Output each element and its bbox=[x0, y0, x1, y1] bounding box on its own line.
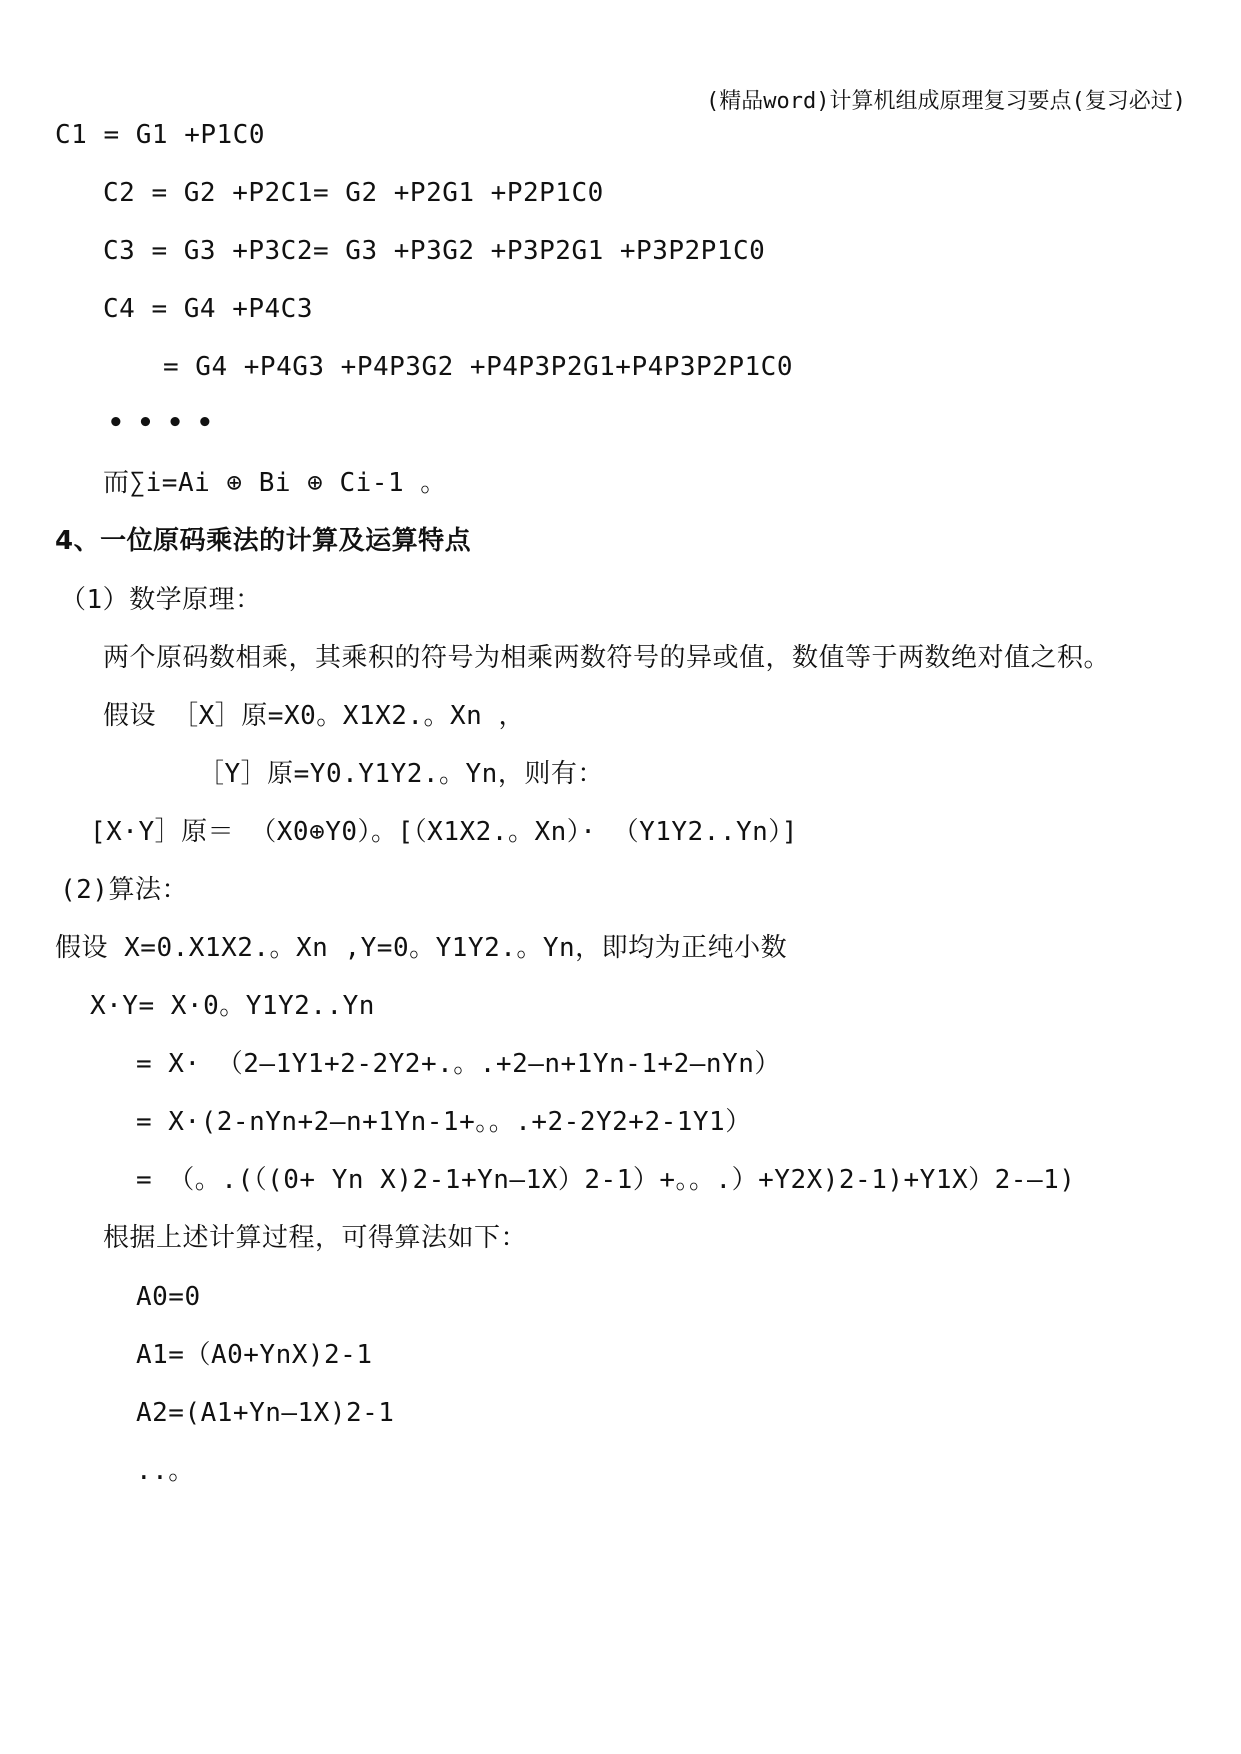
subsection-heading: (2)算法： bbox=[60, 875, 188, 905]
algorithm-step: A0=0 bbox=[136, 1282, 201, 1312]
formula-line: X·Y= X·0。Y1Y2..Yn bbox=[90, 991, 375, 1021]
formula-line: C3 = G3 +P3C2= G3 +P3G2 +P3P2G1 +P3P2P1C0 bbox=[103, 236, 766, 266]
algorithm-ellipsis: ..。 bbox=[136, 1456, 195, 1486]
formula-line: C2 = G2 +P2C1= G2 +P2G1 +P2P1C0 bbox=[103, 178, 604, 208]
assumption-line: 假设 X=0.X1X2.。Xn ,Y=0。Y1Y2.。Yn，即均为正纯小数 bbox=[55, 933, 788, 963]
algorithm-step: A2=(A1+Yn—1X)2-1 bbox=[136, 1398, 395, 1428]
assumption-line: ［Y］原=Y0.Y1Y2.。Yn，则有： bbox=[198, 759, 604, 789]
formula-line: [X·Y］原＝ （X0⊕Y0）。[（X1X2.。Xn）· （Y1Y2..Yn）] bbox=[90, 817, 798, 847]
page-header-title: (精品word)计算机组成原理复习要点(复习必过) bbox=[706, 89, 1186, 114]
formula-line: = X· （2—1Y1+2-2Y2+.。.+2—n+1Yn-1+2—nYn） bbox=[136, 1049, 781, 1079]
paragraph-text: 根据上述计算过程，可得算法如下： bbox=[103, 1223, 528, 1253]
sum-formula-line: 而∑i=Ai ⊕ Bi ⊕ Ci-1 。 bbox=[103, 468, 447, 498]
formula-line: C4 = G4 +P4C3 bbox=[103, 294, 313, 324]
formula-line: = （。.(（(0+ Yn X)2-1+Yn—1X）2-1）+。。.）+Y2X)2-1)+Y1X）2-—1) bbox=[136, 1165, 1076, 1195]
subsection-heading: （1）数学原理： bbox=[60, 585, 262, 615]
paragraph-text: 两个原码数相乘，其乘积的符号为相乘两数符号的异或值，数值等于两数绝对值之积。 bbox=[103, 643, 1111, 673]
assumption-line: 假设 ［X］原=X0。X1X2.。Xn ， bbox=[103, 701, 525, 731]
formula-line: C1 = G1 +P1C0 bbox=[55, 120, 265, 150]
ellipsis-dots: •••• bbox=[108, 408, 227, 438]
algorithm-step: A1=（A0+YnX)2-1 bbox=[136, 1340, 373, 1370]
section-heading: 4、一位原码乘法的计算及运算特点 bbox=[55, 526, 472, 556]
formula-line: = G4 +P4G3 +P4P3G2 +P4P3P2G1+P4P3P2P1C0 bbox=[163, 352, 793, 382]
formula-line: = X·(2-nYn+2—n+1Yn-1+。。.+2-2Y2+2-1Y1） bbox=[136, 1107, 752, 1137]
